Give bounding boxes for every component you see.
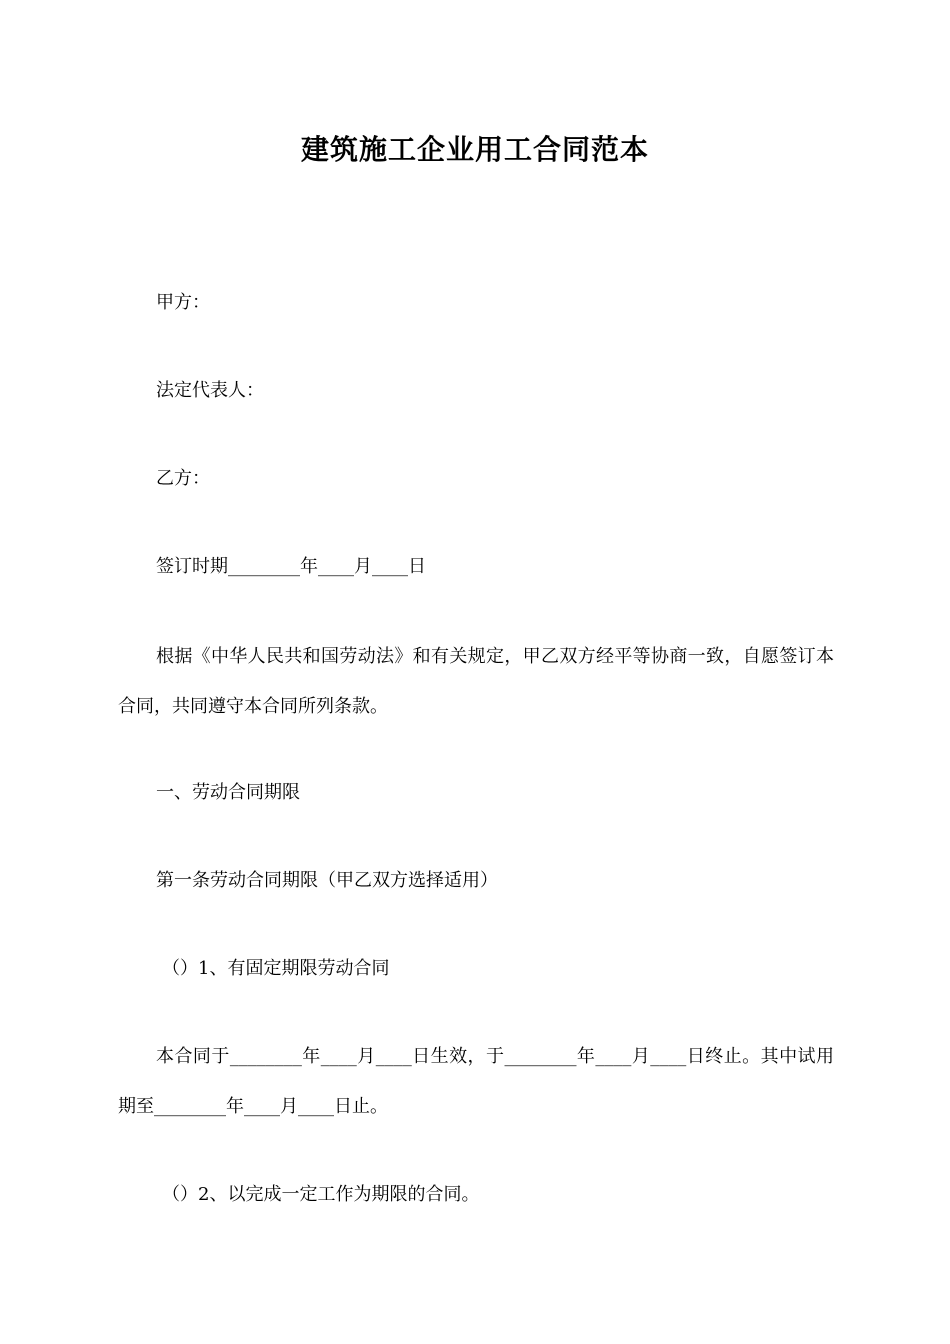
document-title: 建筑施工企业用工合同范本: [300, 133, 649, 166]
section-1-heading: 一、劳动合同期限: [156, 782, 300, 803]
party-b-line: 乙方：: [156, 468, 210, 489]
article-1-heading: 第一条劳动合同期限（甲乙双方选择适用）: [156, 870, 498, 891]
sign-date-line: 签订时期________年____月____日: [156, 556, 426, 577]
option-2-line: （）2、以完成一定工作为期限的合同。: [162, 1184, 480, 1205]
party-a-line: 甲方：: [156, 292, 210, 313]
option-1-line: （）1、有固定期限劳动合同: [162, 958, 390, 979]
preamble-paragraph: 根据《中华人民共和国劳动法》和有关规定，甲乙双方经平等协商一致，自愿签订本合同，共同遵守本合同所列条款。: [118, 646, 834, 717]
legal-representative-line: 法定代表人：: [156, 380, 264, 401]
contract-term-paragraph: 本合同于________年____月____日生效，于________年____月____日终止。其中试用期至________年____月____日止。: [118, 1046, 834, 1117]
